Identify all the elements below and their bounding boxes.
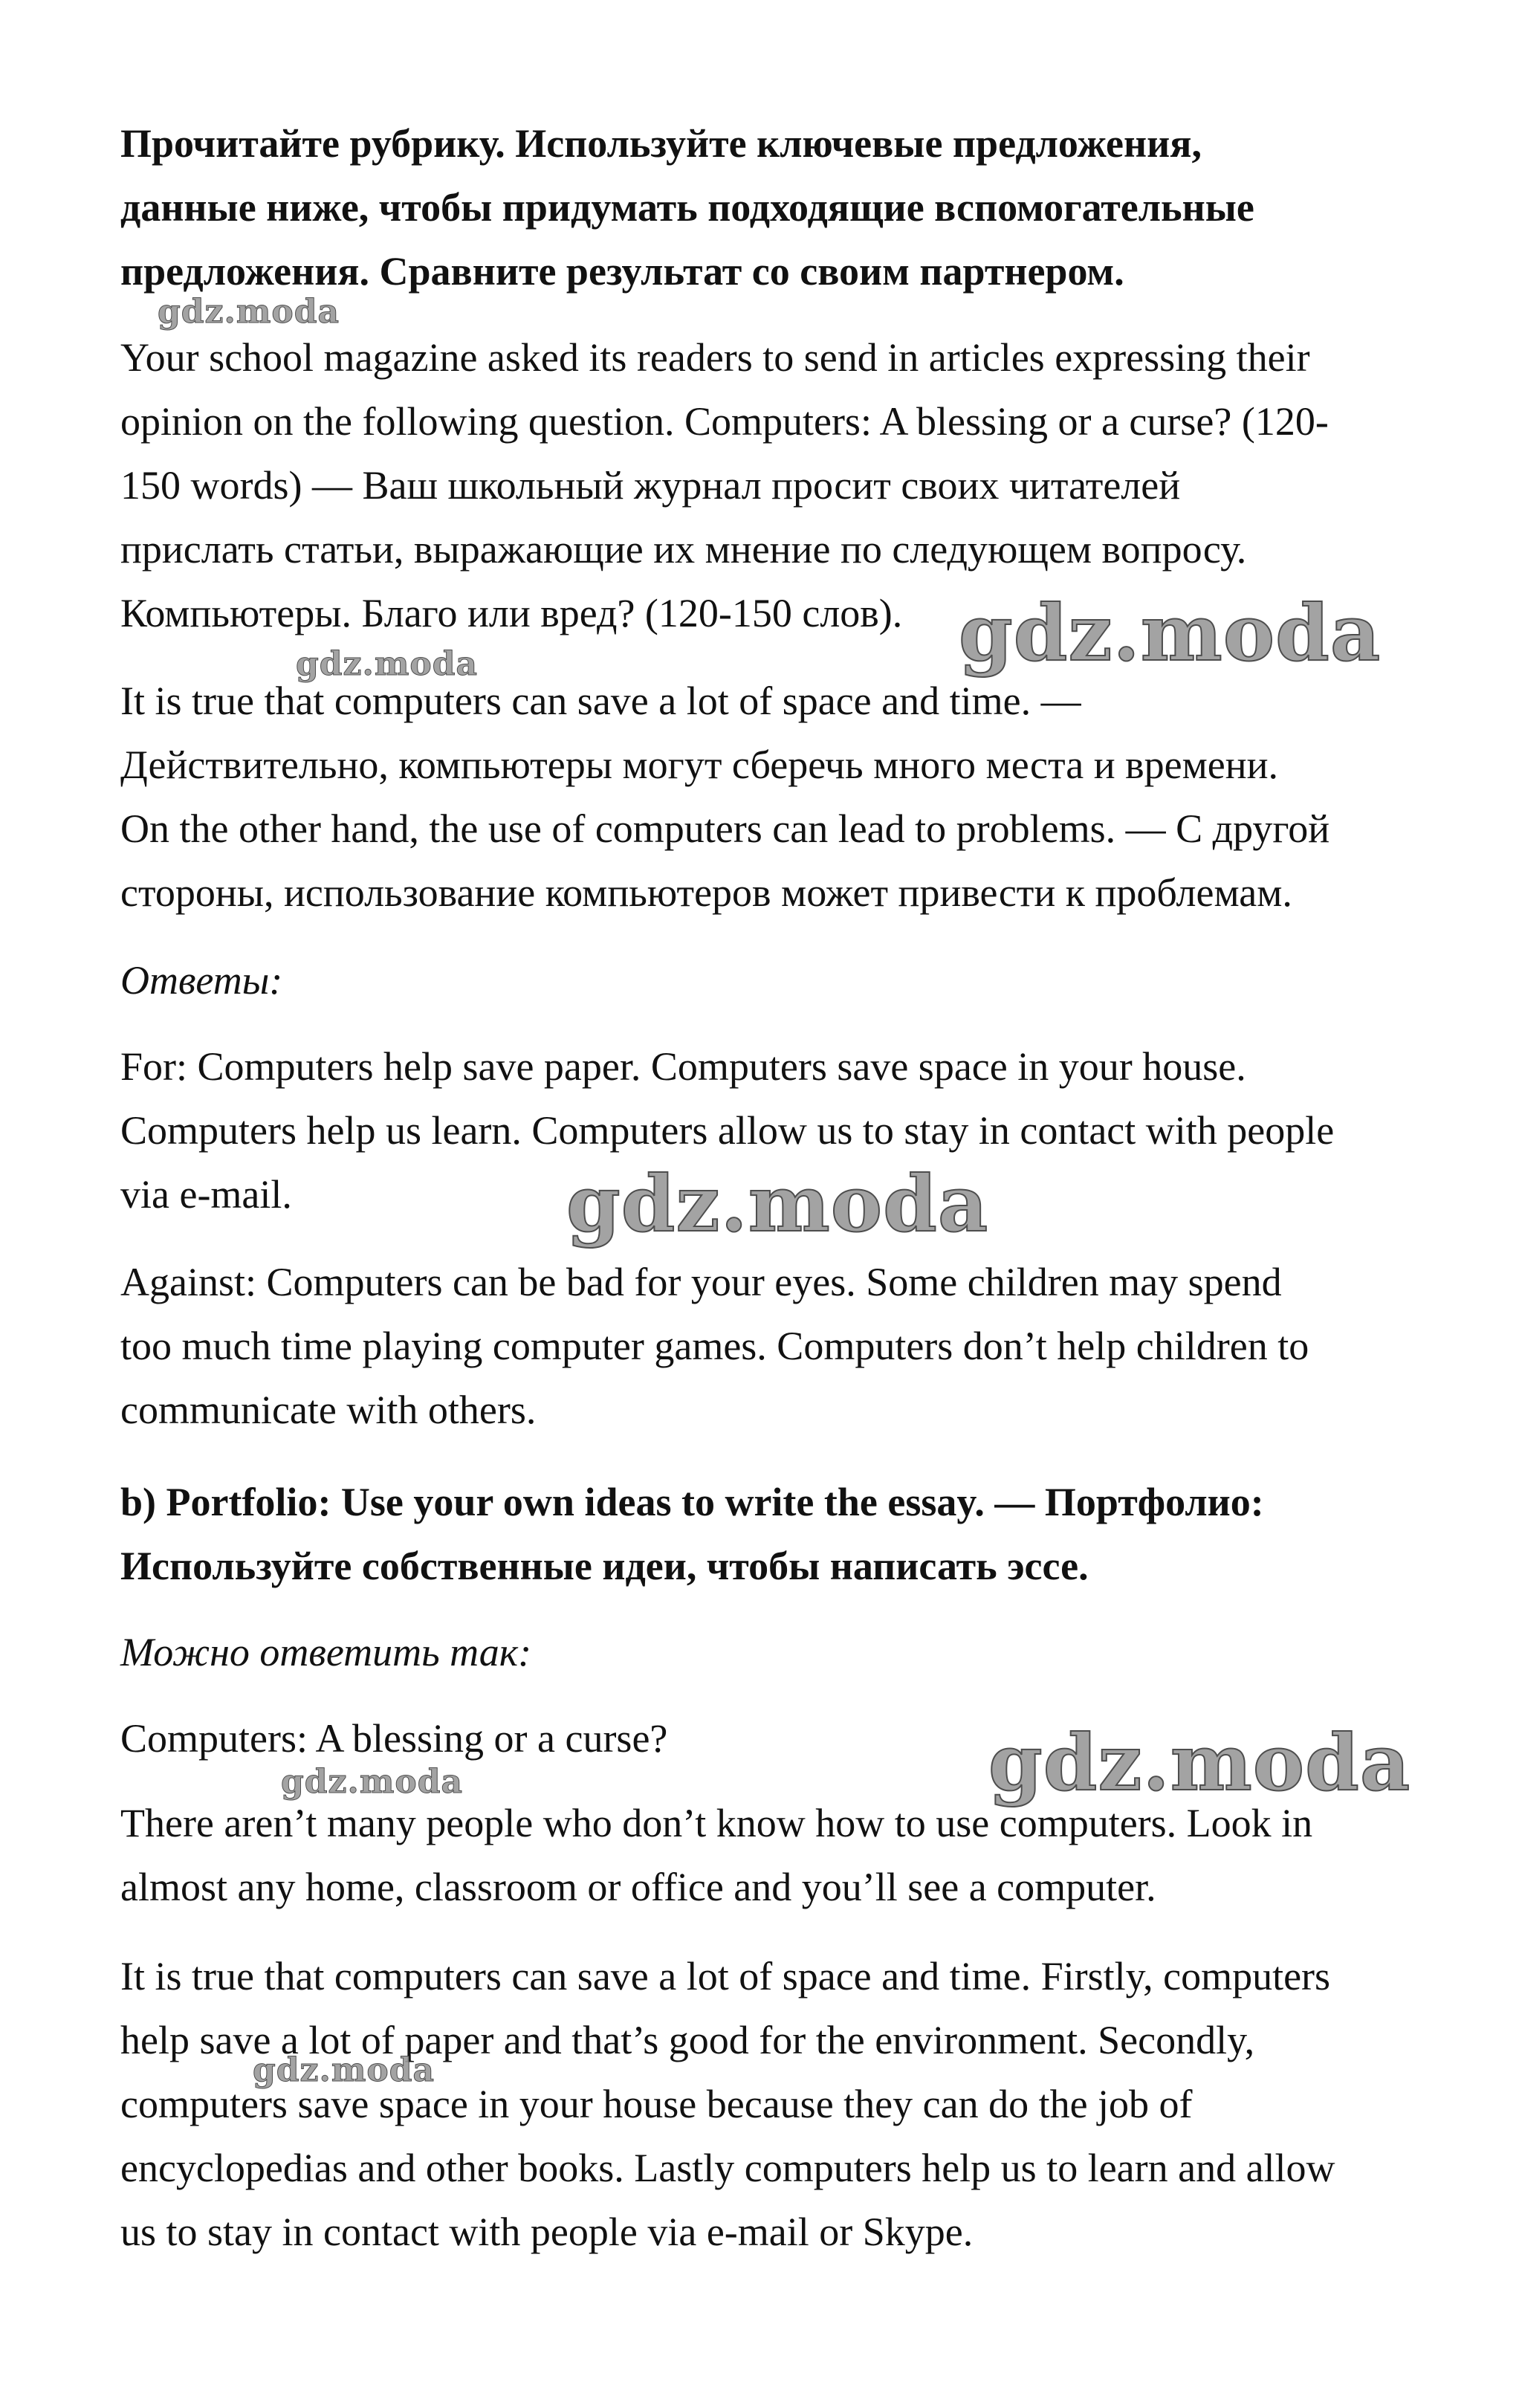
essay-intro-line: almost any home, classroom or office and you’ll see a computer. xyxy=(120,1865,1156,1909)
prompt-line: 150 words) — Ваш школьный журнал просит своих читателей xyxy=(120,463,1181,508)
portfolio-line: Используйте собственные идеи, чтобы написать эссе. xyxy=(120,1544,1089,1588)
for-line: via e-mail. xyxy=(120,1172,292,1217)
prompt-line: прислать статьи, выражающие их мнение по следующем вопросу. xyxy=(120,527,1247,572)
for-line: For: Computers help save paper. Computers save space in your house. xyxy=(120,1044,1246,1089)
prompt-line: opinion on the following question. Computers: A blessing or a curse? (120- xyxy=(120,399,1329,444)
portfolio-task xyxy=(120,1470,1428,1598)
portfolio-line: b) Portfolio: Use your own ideas to write the essay. — Портфолио: xyxy=(120,1480,1264,1524)
answers-heading xyxy=(120,948,1428,1012)
task-line: данные ниже, чтобы придумать подходящие вспомогательные xyxy=(120,185,1254,230)
key-sentences xyxy=(120,669,1428,925)
against-line: too much time playing computer games. Computers don’t help children to xyxy=(120,1324,1309,1368)
watermark: gdz.moda xyxy=(281,1763,464,1801)
essay-intro xyxy=(120,1791,1428,1919)
task-instruction xyxy=(120,111,1428,303)
essay-body-line: help save a lot of paper and that’s good for the environment. Secondly, xyxy=(120,2018,1255,2062)
key-sentence-line: Действительно, компьютеры могут сберечь много места и времени. xyxy=(120,742,1279,787)
watermark: gdz.moda xyxy=(253,2051,435,2089)
essay-prompt xyxy=(120,326,1428,645)
task-line: Прочитайте рубрику. Используйте ключевые предложения, xyxy=(120,121,1202,166)
sample-answer-heading xyxy=(120,1620,1428,1684)
watermark: gdz.moda xyxy=(296,645,479,683)
essay-body-line: encyclopedias and other books. Lastly computers help us to learn and allow xyxy=(120,2146,1335,2190)
against-line: communicate with others. xyxy=(120,1388,537,1432)
key-sentence-line: стороны, использование компьютеров может привести к проблемам. xyxy=(120,870,1292,915)
watermark: gdz.moda xyxy=(566,1158,989,1249)
task-line: предложения. Сравните результат со своим партнером. xyxy=(120,249,1124,294)
essay-title-text: Computers: A blessing or a curse? xyxy=(120,1716,668,1761)
for-line: Computers help us learn. Computers allow us to stay in contact with people xyxy=(120,1108,1335,1153)
watermark: gdz.moda xyxy=(988,1717,1411,1808)
key-sentence-line: It is true that computers can save a lot of space and time. — xyxy=(120,679,1081,723)
prompt-line: Компьютеры. Благо или вред? (120-150 слов). xyxy=(120,591,903,635)
prompt-line: Your school magazine asked its readers to send in articles expressing their xyxy=(120,335,1310,380)
against-line: Against: Computers can be bad for your eyes. Some children may spend xyxy=(120,1260,1282,1304)
against-arguments xyxy=(120,1250,1428,1442)
for-arguments xyxy=(120,1035,1428,1226)
key-sentence-line: On the other hand, the use of computers can lead to problems. — С другой xyxy=(120,806,1330,851)
watermark: gdz.moda xyxy=(158,293,340,331)
answers-heading-text: Ответы: xyxy=(120,958,283,1003)
essay-intro-line: There aren’t many people who don’t know how to use computers. Look in xyxy=(120,1801,1313,1845)
sample-answer-heading-text: Можно ответить так: xyxy=(120,1630,532,1674)
essay-title xyxy=(120,1706,1428,1770)
essay-body-line: It is true that computers can save a lot of space and time. Firstly, computers xyxy=(120,1954,1331,1998)
essay-body-line: computers save space in your house because they can do the job of xyxy=(120,2082,1193,2126)
watermark: gdz.moda xyxy=(959,587,1382,679)
essay-body xyxy=(120,1944,1428,2264)
essay-body-line: us to stay in contact with people via e-mail or Skype. xyxy=(120,2210,974,2254)
